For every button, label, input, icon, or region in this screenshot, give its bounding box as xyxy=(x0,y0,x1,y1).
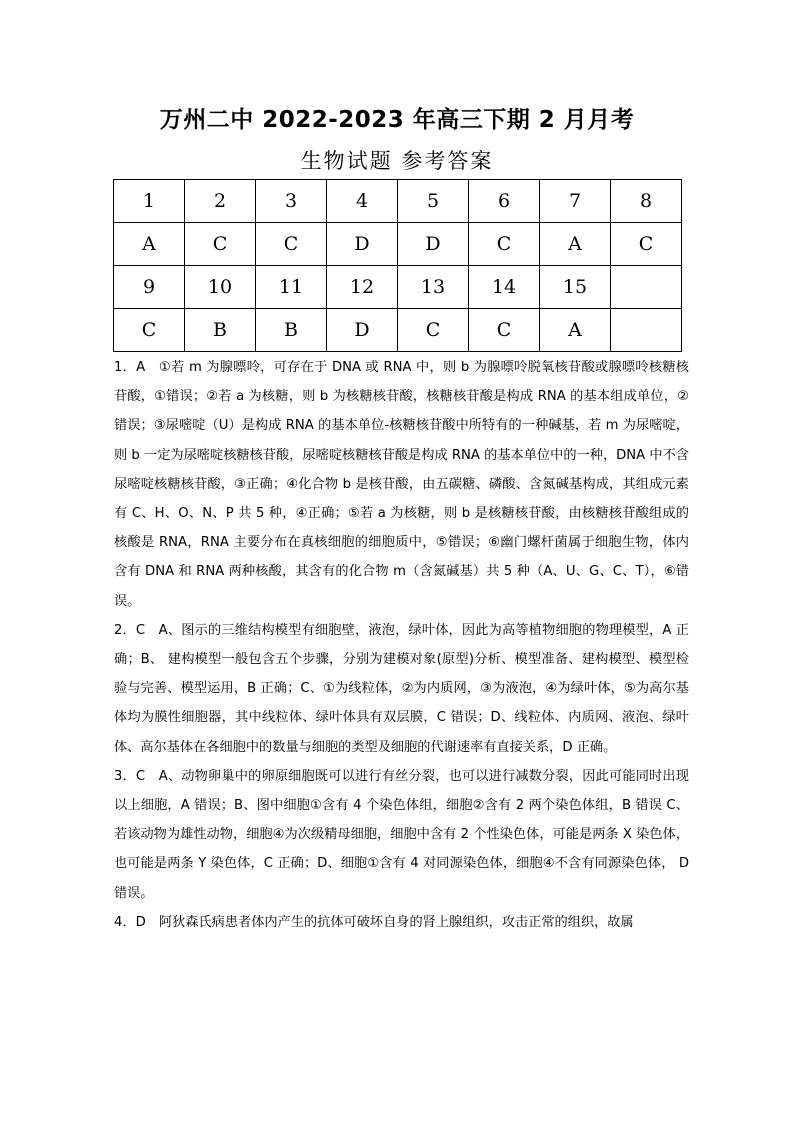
question-number-cell: 2 xyxy=(185,180,256,223)
question-number-row xyxy=(114,266,682,309)
question-number-cell: 14 xyxy=(469,266,540,309)
answer-cell: C xyxy=(185,223,256,266)
question-number-cell: 1 xyxy=(114,180,185,223)
answer-row xyxy=(114,309,682,352)
answer-cell: C xyxy=(611,223,682,266)
page-title: 万州二中 2022-2023 年高三下期 2 月月考 xyxy=(159,107,635,133)
answer-cell: C xyxy=(398,309,469,352)
answer-cell: C xyxy=(114,309,185,352)
answer-cell: A xyxy=(114,223,185,266)
answer-cell: D xyxy=(398,223,469,266)
explanations xyxy=(114,353,689,937)
answer-table xyxy=(113,179,682,352)
question-number-cell: 10 xyxy=(185,266,256,309)
question-number-cell: 6 xyxy=(469,180,540,223)
explanation-1: 1．A ①若 m 为腺嘌呤，可存在于 DNA 或 RNA 中，则 b 为腺嘌呤脱氧核苷酸或腺嘌呤核糖核苷酸，①错误；②若 a 为核糖，则 b 为核糖核苷酸，核糖核苷酸是构成 RNA 的基本组成单位，②错误；③尿嘧啶（U）是构成 RNA 的基本单位-核糖核苷酸中所特有的一种碱基，若 m 为尿嘧啶，则 b 一定为尿嘧啶核糖核苷酸，尿嘧啶核糖核苷酸是构成 RNA 的基本单位中的一种，DNA 中不含尿嘧啶核糖核苷酸，③正确；④化合物 b 是核苷酸，由五碳糖、磷酸、含氮碱基构成，其组成元素有 C、H、O、N、P 共 5 种，④正确；⑤若 a 为核糖，则 b 是核糖核苷酸，由核糖核苷酸组成的核酸是 RNA，RNA 主要分布在真核细胞的细胞质中，⑤错误；⑥幽门螺杆菌属于细胞生物，体内含有 DNA 和 RNA 两种核酸，其含有的化合物 m（含氮碱基）共 5 种（A、U、G、C、T），⑥错误。 xyxy=(114,360,689,609)
question-number-cell: 12 xyxy=(327,266,398,309)
question-number-cell: 8 xyxy=(611,180,682,223)
answer-cell: D xyxy=(327,309,398,352)
question-number-cell: 15 xyxy=(540,266,611,309)
question-number-cell: 11 xyxy=(256,266,327,309)
question-number-cell: 9 xyxy=(114,266,185,309)
question-number-cell: 3 xyxy=(256,180,327,223)
answer-cell: A xyxy=(540,309,611,352)
question-number-row xyxy=(114,180,682,223)
answer-cell: B xyxy=(256,309,327,352)
answer-cell: C xyxy=(469,309,540,352)
question-number-cell: 5 xyxy=(398,180,469,223)
explanation-2: 2．C A、图示的三维结构模型有细胞壁，液泡，绿叶体，因此为高等植物细胞的物理模型，A 正确；B、 建构模型一般包含五个步骤，分别为建模对象(原型)分析、模型准备、建构模型、模型检验与完善、模型运用，B 正确；C、①为线粒体，②为内质网，③为液泡，④为绿叶体，⑤为高尔基体均为膜性细胞器，其中线粒体、绿叶体具有双层膜，C 错误；D、线粒体、内质网、液泡、绿叶体、高尔基体在各细胞中的数量与细胞的类型及细胞的代谢速率有直接关系，D 正确。 xyxy=(114,622,689,755)
page-subtitle: 生物试题 参考答案 xyxy=(300,149,494,173)
question-number-cell: 13 xyxy=(398,266,469,309)
answer-row xyxy=(114,223,682,266)
answer-cell: C xyxy=(469,223,540,266)
explanation-4: 4．D 阿狄森氏病患者体内产生的抗体可破坏自身的肾上腺组织，攻击正常的组织，故属 xyxy=(114,914,634,930)
question-number-cell: 7 xyxy=(540,180,611,223)
answer-cell: C xyxy=(256,223,327,266)
question-number-cell: 4 xyxy=(327,180,398,223)
question-number-cell xyxy=(611,266,682,309)
explanation-3: 3．C A、动物卵巢中的卵原细胞既可以进行有丝分裂，也可以进行减数分裂，因此可能同时出现以上细胞，A 错误；B、图中细胞①含有 4 个染色体组，细胞②含有 2 两个染色体组，B 错误 C、若该动物为雄性动物，细胞④为次级精母细胞，细胞中含有 2 个性染色体，可能是两条 X 染色体，也可能是两条 Y 染色体，C 正确；D、细胞①含有 4 对同源染色体，细胞④不含有同源染色体， D 错误。 xyxy=(114,768,689,901)
answer-cell xyxy=(611,309,682,352)
answer-cell: B xyxy=(185,309,256,352)
answer-cell: D xyxy=(327,223,398,266)
answer-cell: A xyxy=(540,223,611,266)
